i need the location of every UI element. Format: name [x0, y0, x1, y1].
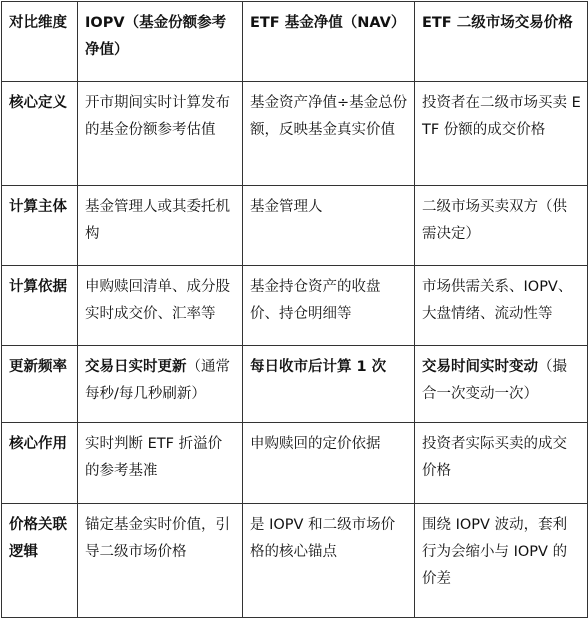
header-market-price: ETF 二级市场交易价格	[415, 2, 588, 82]
table-row	[2, 82, 588, 186]
row-label-role: 核心作用	[2, 423, 78, 504]
cell-price-note: （撮合一次变动一次）	[422, 359, 567, 402]
header-nav: ETF 基金净值（NAV）	[243, 2, 415, 82]
row-label-basis: 计算依据	[2, 266, 78, 346]
cell-iopv: 申购赎回清单、成分股实时成交价、汇率等	[78, 266, 243, 346]
table-row	[2, 266, 588, 346]
table-row	[2, 346, 588, 423]
cell-iopv	[78, 346, 243, 423]
cell-price-emphasis: 交易时间实时变动	[422, 359, 538, 375]
row-label-calculator: 计算主体	[2, 186, 78, 266]
cell-iopv-emphasis: 交易日实时更新	[85, 359, 187, 375]
cell-iopv-note: （通常每秒/每几秒刷新）	[85, 359, 230, 402]
cell-iopv: 实时判断 ETF 折溢价的参考基准	[78, 423, 243, 504]
table-row	[2, 504, 588, 618]
comparison-table	[1, 1, 588, 618]
header-iopv: IOPV（基金份额参考净值）	[78, 2, 243, 82]
cell-nav: 每日收市后计算 1 次	[243, 346, 415, 423]
cell-iopv: 基金管理人或其委托机构	[78, 186, 243, 266]
table-row	[2, 423, 588, 504]
row-label-relation: 价格关联逻辑	[2, 504, 78, 618]
cell-market-price: 围绕 IOPV 波动，套利行为会缩小与 IOPV 的价差	[415, 504, 588, 618]
cell-market-price	[415, 346, 588, 423]
cell-nav: 申购赎回的定价依据	[243, 423, 415, 504]
cell-nav: 基金管理人	[243, 186, 415, 266]
cell-nav: 基金资产净值÷基金总份额，反映基金真实价值	[243, 82, 415, 186]
cell-market-price: 二级市场买卖双方（供需决定）	[415, 186, 588, 266]
table-header-row	[2, 2, 588, 82]
cell-market-price: 投资者在二级市场买卖 ETF 份额的成交价格	[415, 82, 588, 186]
row-label-frequency: 更新频率	[2, 346, 78, 423]
table-row	[2, 186, 588, 266]
cell-iopv: 锚定基金实时价值，引导二级市场价格	[78, 504, 243, 618]
header-dimension: 对比维度	[2, 2, 78, 82]
row-label-definition: 核心定义	[2, 82, 78, 186]
cell-nav: 基金持仓资产的收盘价、持仓明细等	[243, 266, 415, 346]
cell-market-price: 投资者实际买卖的成交价格	[415, 423, 588, 504]
cell-iopv: 开市期间实时计算发布的基金份额参考估值	[78, 82, 243, 186]
cell-market-price: 市场供需关系、IOPV、大盘情绪、流动性等	[415, 266, 588, 346]
cell-nav: 是 IOPV 和二级市场价格的核心锚点	[243, 504, 415, 618]
